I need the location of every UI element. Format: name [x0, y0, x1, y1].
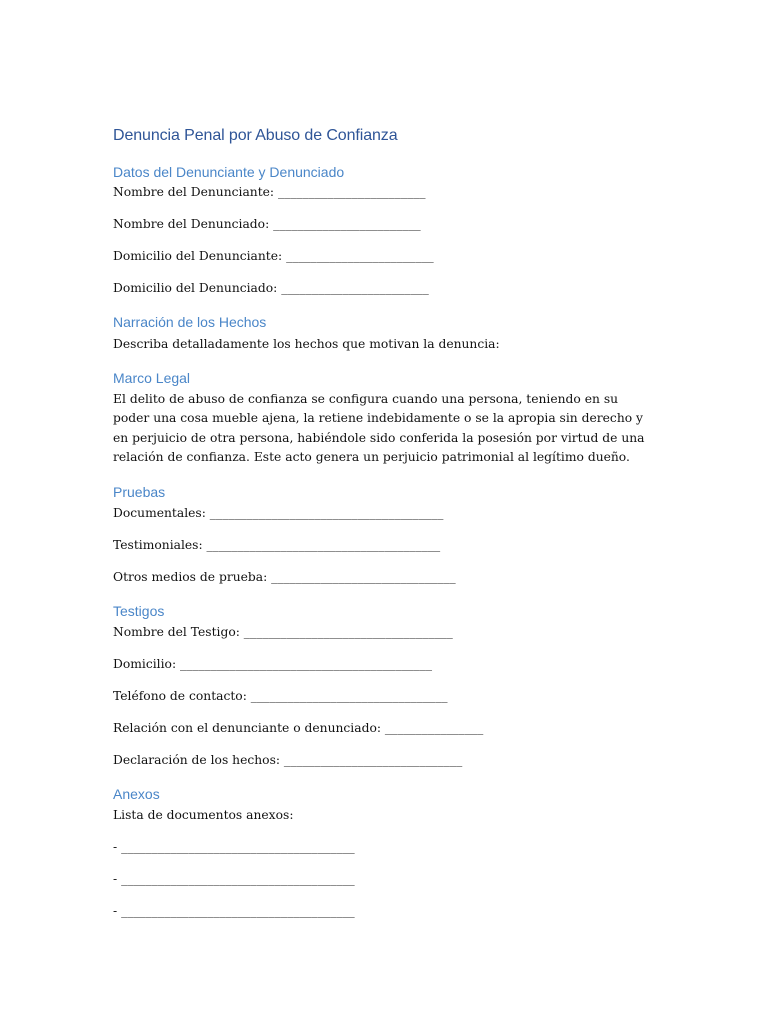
heading-anexos: Anexos: [113, 785, 160, 802]
anexo-item: - ______________________________________: [113, 871, 355, 886]
field-documentales: Documentales: ______________________________________: [113, 505, 444, 520]
field-declaracion: Declaración de los hechos: _____________________________: [113, 752, 463, 767]
heading-marco-legal: Marco Legal: [113, 370, 191, 386]
heading-testigos: Testigos: [113, 602, 165, 619]
anexo-item: - ______________________________________: [113, 903, 355, 918]
field-domicilio-testigo: Domicilio: _________________________________________: [113, 656, 433, 671]
heading-datos: Datos del Denunciante y Denunciado: [113, 164, 345, 180]
document-title: Denuncia Penal por Abuso de Confianza: [113, 127, 398, 144]
field-telefono-contacto: Teléfono de contacto: ________________________________: [113, 688, 448, 703]
field-domicilio-denunciante: Domicilio del Denunciante: ________________________: [113, 249, 434, 263]
document-page: [113, 126, 673, 920]
field-domicilio-denunciado: Domicilio del Denunciado: ________________________: [113, 281, 429, 295]
anexos-intro: Lista de documentos anexos:: [113, 807, 294, 822]
field-testimoniales: Testimoniales: ______________________________________: [113, 537, 441, 552]
field-relacion: Relación con el denunciante o denunciado: ________________: [113, 720, 484, 735]
anexo-item: - ______________________________________: [113, 839, 355, 854]
narracion-text: Describa detalladamente los hechos que motivan la denuncia:: [113, 337, 500, 351]
heading-pruebas: Pruebas: [113, 483, 166, 500]
field-otros-medios: Otros medios de prueba: ______________________________: [113, 569, 456, 584]
field-nombre-testigo: Nombre del Testigo: __________________________________: [113, 624, 453, 639]
marco-legal-paragraph: El delito de abuso de confianza se configura cuando una persona, teniendo en su poder una cosa mueble ajena, la retiene indebidamente o se la apropia sin derecho y en perjuicio de otra persona, habiéndole sido conferida la posesión por virtud de una relación de confianza. Este acto genera un perjuicio patrimonial al legítimo dueño.: [113, 392, 645, 465]
heading-narracion: Narración de los Hechos: [113, 314, 267, 330]
field-nombre-denunciante: Nombre del Denunciante: ________________________: [113, 185, 426, 199]
field-nombre-denunciado: Nombre del Denunciado: ________________________: [113, 217, 421, 231]
